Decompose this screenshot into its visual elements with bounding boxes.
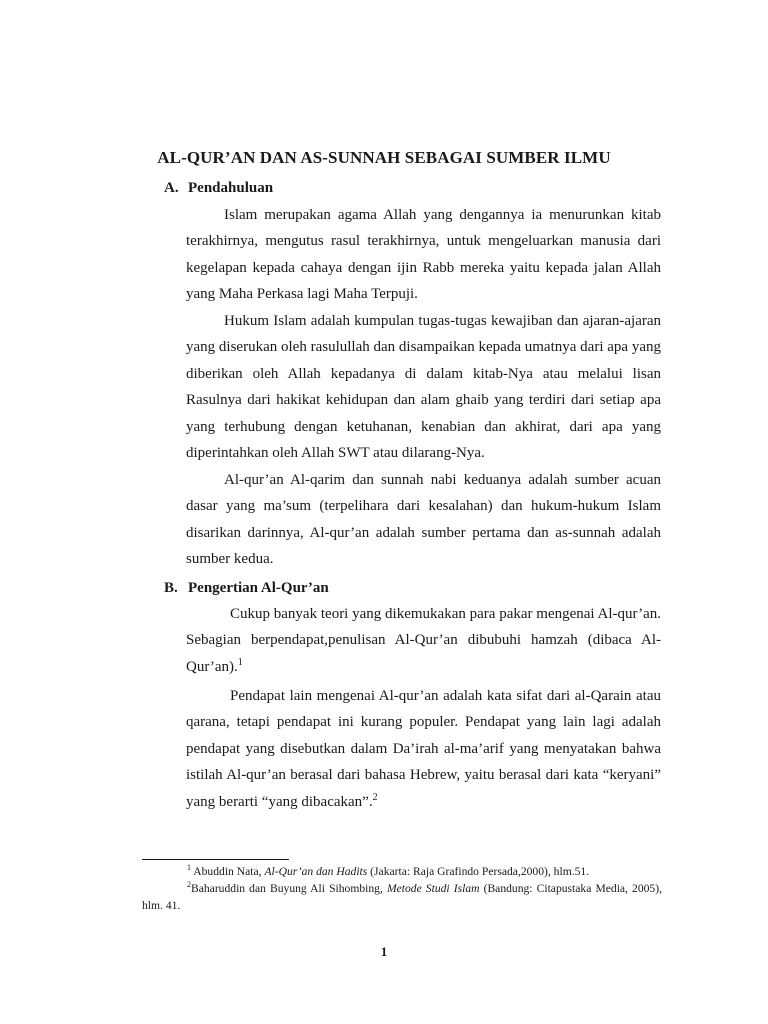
section-a-marker: A.	[164, 180, 179, 196]
document-title: AL-QUR’AN DAN AS-SUNNAH SEBAGAI SUMBER ILMU	[157, 148, 611, 167]
section-a-paragraph-2: Hukum Islam adalah kumpulan tugas-tugas kewajiban dan ajaran-ajaran yang diserukan oleh rasulullah dan disampaikan kepada umatnya dari apa yang diberikan oleh Allah kepadanya di dalam kitab-Nya atau melalui lisan Rasulnya dari hakikat kehidupan dan alam ghaib yang terdiri dari setiap apa yang terhubung dengan ketuhanan, kenabian dan akhirat, dari apa yang diperintahkan oleh Allah SWT atau dilarang-Nya.	[186, 313, 661, 462]
footnote-1-author: Abuddin Nata,	[193, 865, 265, 878]
section-b-paragraph-2-text: Pendapat lain mengenai Al-qur’an adalah kata sifat dari al-Qarain atau qarana, tetapi pendapat ini kurang populer. Pendapat yang lain lagi adalah pendapat yang disebutkan dalam Da’irah al-ma’arif yang menyatakan bahwa istilah Al-qur’an berasal dari bahasa Hebrew, yaitu berasal dari kata “keryani” yang berarti “yang dibacakan”.	[186, 688, 661, 810]
section-b-marker: B.	[164, 580, 178, 596]
footnote-2-title: Metode Studi Islam	[386, 882, 480, 895]
section-b-paragraph-2	[186, 683, 661, 815]
section-b-heading	[164, 580, 329, 597]
section-a-paragraph-1: Islam merupakan agama Allah yang dengannya ia menurunkan kitab terakhirnya, mengutus rasul terakhirnya, untuk mengeluarkan manusia dari kegelapan kepada cahaya dengan ijin Rabb mereka yaitu kepada jalan Allah yang Maha Perkasa lagi Maha Terpuji.	[186, 207, 661, 303]
footnote-1	[142, 863, 662, 880]
footnote-2	[142, 880, 662, 914]
footnote-ref-2[interactable]: 2	[372, 791, 378, 803]
footnote-divider	[142, 859, 289, 860]
footnote-2-publication: (Bandung: Citapustaka Media, 2005), hlm. 41.	[142, 882, 662, 912]
page-number: 1	[380, 944, 388, 959]
section-b-paragraph-1-text: Cukup banyak teori yang dikemukakan para pakar mengenai Al-qur’an. Sebagian berpendapat,penulisan Al-Qur’an dibubuhi hamzah (dibaca Al- Qur’an).	[186, 606, 661, 675]
footnote-1-publication: (Jakarta: Raja Grafindo Persada,2000), hlm.51.	[367, 865, 590, 878]
section-a-title: Pendahuluan	[188, 180, 274, 196]
section-a-heading	[164, 180, 273, 197]
section-b-paragraph-1	[186, 601, 661, 680]
section-a-paragraph-3: Al-qur’an Al-qarim dan sunnah nabi keduanya adalah sumber acuan dasar yang ma’sum (terpelihara dari kesalahan) dan hukum-hukum Islam disarikan darinnya, Al-qur’an adalah sumber pertama dan as-sunnah adalah sumber kedua.	[186, 472, 661, 568]
footnote-1-title: Al-Qur’an dan Hadits	[264, 865, 368, 878]
footnote-2-number: 2	[187, 880, 191, 890]
footnote-2-author: Baharuddin dan Buyung Ali Sihombing,	[191, 882, 387, 895]
section-b-title: Pengertian Al-Qur’an	[188, 580, 329, 596]
footnote-ref-1[interactable]: 1	[237, 656, 243, 668]
footnote-1-number: 1	[187, 863, 191, 873]
